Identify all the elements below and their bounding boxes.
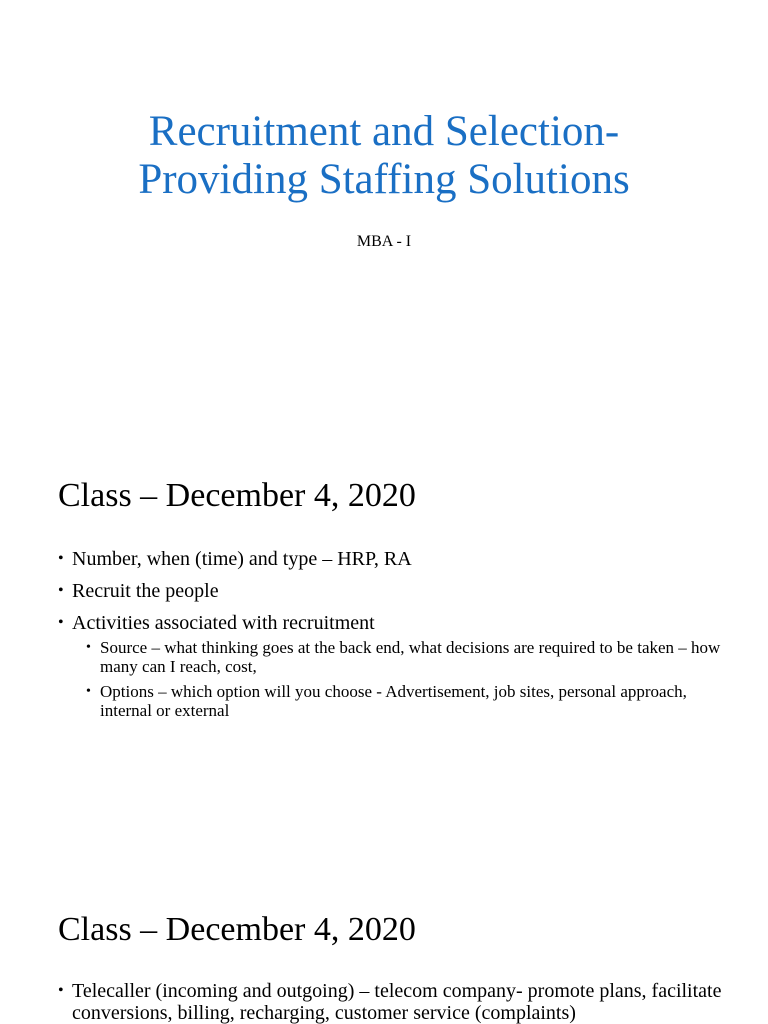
bullet-item: • Number, when (time) and type – HRP, RA — [58, 548, 728, 570]
slide-heading: Class – December 4, 2020 — [58, 911, 416, 948]
bullet-list — [58, 548, 728, 730]
bullet-item: • Telecaller (incoming and outgoing) – telecom company- promote plans, facilitate conversions, billing, recharging, customer service (complaints) — [58, 980, 728, 1024]
title-line-1: Recruitment and Selection- — [148, 108, 620, 155]
slide-class-notes-2 — [0, 860, 768, 1024]
slide-heading: Class – December 4, 2020 — [58, 477, 416, 514]
presentation-subtitle: MBA - I — [356, 233, 412, 250]
slide-title — [0, 0, 768, 430]
title-line-2: Providing Staffing Solutions — [138, 156, 630, 203]
sub-bullet-item: • Options – which option will you choose - Advertisement, job sites, personal approach, internal or external — [86, 682, 728, 720]
bullet-item-with-subitems — [58, 612, 728, 720]
bullet-text: Activities associated with recruitment — [72, 612, 375, 634]
slide-class-notes-1 — [0, 430, 768, 860]
sub-bullet-item: • Source – what thinking goes at the back end, what decisions are required to be taken – how many can I reach, cost, — [86, 638, 728, 676]
sub-bullet-list — [86, 638, 728, 720]
presentation-title — [0, 108, 768, 204]
bullet-list — [58, 980, 728, 1024]
bullet-item: • Recruit the people — [58, 580, 728, 602]
